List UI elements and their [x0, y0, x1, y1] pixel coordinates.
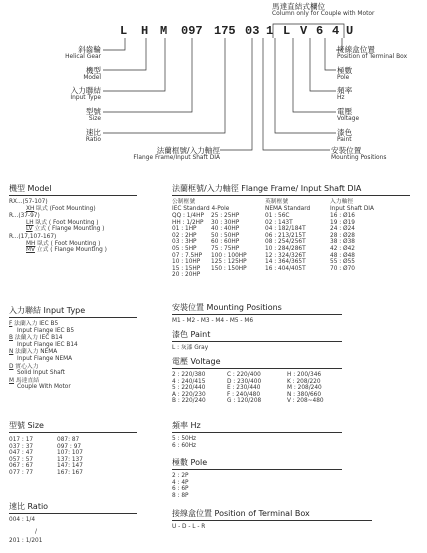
- input-type-title: 入力聯結 Input Type: [9, 306, 137, 318]
- ratio-section: 速比 Ratio 004 : 1/4 / 201 : 1/201: [9, 502, 137, 545]
- label-helical-gear: 斜齒輪 Helical Gear: [65, 45, 101, 60]
- flange-section: [172, 184, 410, 196]
- mounting-values: M1 - M2 - M3 - M4 - M5 - M6: [172, 318, 254, 324]
- size-col-1: 017 : 17 037 : 37 047 : 47 057 : 57 067 : 67 077 : 77: [9, 437, 34, 476]
- terminal-values: U - D - L - R: [172, 524, 206, 530]
- label-size: 型號 Size: [85, 107, 101, 122]
- model-line: LH 臥式 ( Foot Mounting ): [26, 219, 99, 226]
- flange-shaft-header: 入力軸徑 Input Shaft DIA: [330, 199, 374, 212]
- code-paint: L: [283, 24, 291, 38]
- code-hz: 6: [316, 24, 324, 38]
- code-terminal: U: [346, 24, 354, 38]
- label-ratio: 速比 Ratio: [85, 128, 101, 143]
- model-line: MH 臥式 ( Foot Mounting ): [26, 240, 101, 247]
- voltage-col-2: C : 220/400 D : 230/400 E : 230/440 F : 240/480 G : 120/208: [227, 372, 262, 405]
- mounting-section: [172, 303, 342, 325]
- voltage-section: [172, 357, 342, 369]
- input-type-item: F 法蘭入力 IEC B5 Input Flange IEC B5: [9, 321, 75, 334]
- paint-title: 漆色 Paint: [172, 330, 342, 342]
- input-type-section: [9, 306, 137, 391]
- label-voltage: 電壓 Voltage: [337, 107, 360, 122]
- input-type-item: D 實心入力 Solid Input Shaft: [9, 363, 65, 377]
- flange-nema-col: 01 : 56C 02 : 143T 04 : 182/184T 06 : 213/215T 08 : 254/256T 10 : 284/286T 12 : 324/326T 14 : 364/365T 16 : 404/405T: [265, 213, 306, 272]
- label-mounting-positions: 安裝位置 Mounting Positions: [331, 146, 387, 161]
- label-terminal-box: 接線盒位置 Position of Terminal Box: [337, 45, 408, 60]
- model-line: RX...(57-107): [9, 199, 48, 205]
- label-model: 機型 Model: [83, 66, 101, 81]
- voltage-col-1: 2 : 220/380 4 : 240/415 5 : 220/440 A : 220/230 B : 220/240: [172, 372, 206, 405]
- terminal-title: 接線盒位置 Position of Terminal Box: [172, 509, 372, 521]
- label-paint: 漆色 Paint: [337, 128, 353, 143]
- pole-section: 極數 Pole 2 : 2P 4 : 4P 6 : 6P 8 : 8P: [172, 458, 342, 499]
- flange-iec-header: 公制框號 IEC Standard 4-Pole: [172, 199, 230, 212]
- model-title: 機型 Model: [9, 184, 137, 196]
- hz-title: 頻率 Hz: [172, 421, 342, 433]
- input-type-item: M 馬達直結 Couple With Motor: [9, 377, 71, 391]
- code-voltage: V: [300, 24, 308, 38]
- hz-section: 頻率 Hz 5 : 50Hz 6 : 60Hz: [172, 421, 342, 449]
- flange-title: 法蘭框號/入力軸徑 Flange Frame/ Input Shaft DIA: [172, 184, 410, 196]
- flange-iec-col-b: 25 : 25HP 30 : 30HP 40 : 40HP 50 : 50HP 60 : 60HP 75 : 75HP 100 : 100HP 125 : 125HP 150 : 150HP: [211, 213, 247, 272]
- pole-title: 極數 Pole: [172, 458, 342, 470]
- label-hz: 頻率 Hz: [337, 86, 353, 101]
- code-mounting: 1: [266, 24, 274, 38]
- ratio-title: 速比 Ratio: [9, 502, 137, 514]
- flange-iec-col-a: QQ : 1/4HP HH : 1/2HP 01 : 1HP 02 : 2HP 03 : 3HP 05 : 5HP 07 : 7.5HP 10 : 10HP 15 : 15HP 20 : 20HP: [172, 213, 204, 279]
- model-line: R...(17,107-167): [9, 233, 57, 240]
- voltage-title: 電壓 Voltage: [172, 357, 342, 369]
- code-gear: L: [120, 24, 128, 38]
- code-flange: 03: [245, 24, 260, 38]
- label-flange-frame: 法蘭框號/入力軸徑 Flange Frame/Input Shaft DIA: [133, 146, 220, 161]
- top-note: 馬達直結式欄位 Column only for Couple with Motor: [272, 2, 375, 17]
- input-type-item: N 法蘭入力 NEMA Input Flange NEMA: [9, 349, 73, 362]
- paint-section: [172, 330, 342, 352]
- flange-shaft-col: 16 : Ø16 19 : Ø19 24 : Ø24 28 : Ø28 38 : Ø38 42 : Ø42 48 : Ø48 55 : Ø55 70 : Ø70: [330, 213, 355, 272]
- label-input-type: 入力聯結 Input Type: [70, 86, 101, 101]
- code-model: H: [141, 24, 149, 38]
- terminal-section: [172, 509, 372, 531]
- size-title: 型號 Size: [9, 421, 137, 433]
- code-ratio: 175: [214, 24, 236, 38]
- model-section: [9, 184, 137, 254]
- flange-nema-header: 英制框號 NEMA Standard: [265, 199, 311, 212]
- label-pole: 極數 Pole: [337, 66, 353, 81]
- model-line: MV 立式 ( Flange Mounting ): [26, 247, 107, 254]
- voltage-col-3: H : 200/346 K : 208/220 M : 208/240 N : 380/660 V : 208~480: [287, 372, 324, 405]
- model-line: LV 立式 ( Flange Mounting ): [26, 226, 105, 233]
- code-input: M: [160, 24, 168, 38]
- paint-value: L : 灰漆 Gray: [172, 345, 209, 351]
- code-size: 097: [181, 24, 203, 38]
- model-line: R...(37-97): [9, 213, 40, 220]
- input-type-item: B 法蘭入力 IEC B14 Input Flange IEC B14: [9, 335, 78, 348]
- mounting-title: 安裝位置 Mounting Positions: [172, 303, 342, 315]
- size-section: [9, 421, 137, 433]
- size-col-2: 087: 87 097 : 97 107: 107 137: 137 147: 147 167: 167: [57, 437, 83, 476]
- code-pole: 4: [332, 24, 340, 38]
- model-line: XH 臥式 (Foot Mounting): [26, 205, 96, 212]
